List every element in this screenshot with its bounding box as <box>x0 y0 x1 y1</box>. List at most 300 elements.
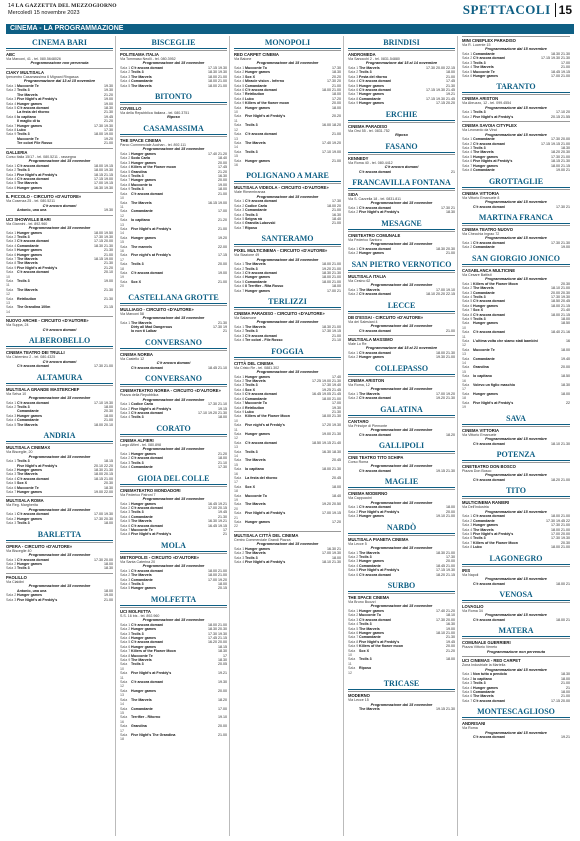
cinema-address: Via Bisceglie, 20 <box>6 450 33 455</box>
film-title: Comandante <box>17 418 39 423</box>
showtimes: 16.30 19.21 <box>208 519 227 524</box>
film-title: Hunger games <box>359 609 384 613</box>
screen-label: Sala 2 <box>462 141 473 146</box>
screen-label: Sala 1 <box>462 137 473 142</box>
showtimes: 17.30 19.30 <box>208 631 227 636</box>
cinema-name: CINEMA ARISTON <box>462 94 570 101</box>
showtime-row <box>234 467 341 476</box>
screen-label: Sala 1 <box>462 672 473 677</box>
film-title: Hunger games <box>473 391 498 396</box>
film-title: C'è ancora domani <box>473 330 506 335</box>
city-heading: ERCHIE <box>348 108 455 121</box>
screen-label: Sala 3 <box>120 510 131 515</box>
city-heading: TERLIZZI <box>234 295 341 308</box>
screen-label: Sala 16 <box>120 244 128 253</box>
showtimes: 18.45 19.15 <box>551 69 570 74</box>
film-title: C'è ancora domani <box>245 392 278 397</box>
showtimes: 19.00 <box>104 97 113 102</box>
cinema-block <box>348 122 455 138</box>
showtime-row <box>462 735 570 739</box>
showtime-row <box>6 490 113 494</box>
showtime-row <box>348 251 455 255</box>
showtimes: 18.00 21.15 <box>551 163 570 168</box>
showtimes: 20.10 <box>104 270 113 275</box>
screen-label: Sala 1 <box>348 287 359 292</box>
programming-note: Programmazione dal 15 novembre <box>485 667 547 672</box>
film-title: Hunger games <box>359 92 384 97</box>
screen-label: Sala 1 <box>348 66 359 70</box>
film-title: Grandina <box>131 169 147 174</box>
screen-label: Sala 2 <box>348 70 359 75</box>
screen-label: Sala 9 <box>234 409 245 414</box>
film-title: C'è ancora domani <box>131 271 164 275</box>
screen-label: Sala 5 <box>234 83 245 88</box>
screen-label: Sala 3 <box>120 460 131 465</box>
city-heading: MAGLIE <box>348 475 455 488</box>
showtime-row <box>120 680 227 689</box>
programming-note: Programmazione dal 15 novembre <box>142 397 205 402</box>
film-title: Il Terrifier - Rita Rosso <box>245 284 284 289</box>
screen-label: Sala 7 <box>348 92 359 97</box>
screen-label: Sala 4 <box>6 101 17 106</box>
showtimes: 19.30 <box>104 84 113 88</box>
screen-label: Sala 2 <box>234 70 245 75</box>
listing-column <box>462 36 572 836</box>
showtimes: 18.00 21.30 <box>322 467 341 472</box>
showtimes: 22.00 <box>218 244 227 249</box>
film-title: The Marvels <box>131 573 152 578</box>
cinema-block <box>6 148 113 190</box>
showtime-row <box>234 114 341 123</box>
screen-label: Sala 5 <box>462 531 473 536</box>
city-heading: MOLA <box>120 539 227 552</box>
film-title: C'è ancora domani <box>359 246 392 251</box>
showtimes: 18.15 21.00 <box>94 476 113 481</box>
showtimes: 17.30 19.15 <box>322 329 341 334</box>
film-title: Io capitano <box>131 218 150 223</box>
screen-label: Sala 4 <box>234 212 245 217</box>
showtime-row <box>462 339 570 348</box>
showtimes: 17.00 19.10 <box>436 287 455 292</box>
showtimes: 18.50 19.15 21.40 <box>312 440 341 445</box>
cinema-address: Via Marconi 58 <box>120 311 144 316</box>
film-title: The Marvels <box>473 527 494 532</box>
programming-note: Riposo <box>167 115 180 120</box>
programming-note: Programmazione dal 15 al 14 novembre <box>365 61 438 66</box>
cinema-address: Parco Commerciale Auchan - tel. 892.111 <box>120 143 186 148</box>
showtimes: 18.00 <box>561 391 570 396</box>
film-title: The Marvels <box>131 320 152 325</box>
showtimes: 18.20 21.00 <box>551 477 570 482</box>
showtimes: 17.30 <box>446 554 455 559</box>
showtimes: 16.30 <box>218 174 227 179</box>
screen-label: Sala 6 <box>462 694 473 699</box>
showtimes: 17.30 <box>104 128 113 133</box>
film-title: Comandante <box>473 137 495 142</box>
film-title: Trolls 3 <box>131 187 144 192</box>
screen-label: Sala 8 <box>348 639 359 644</box>
showtimes: 21.00 <box>104 141 113 146</box>
city-heading: GALLIPOLI <box>348 439 455 452</box>
film-title: C'è ancora domani <box>245 333 278 338</box>
showtimes: 18.30 <box>332 70 341 75</box>
showtimes: 18.20 20.30 <box>551 150 570 155</box>
film-title: Five Night's at Freddy's <box>131 406 172 411</box>
film-title: C'è ancora domani <box>473 514 506 519</box>
film-title: C'è ancora domani <box>359 206 392 211</box>
film-title: Trolls 3 <box>17 405 30 410</box>
screen-label: Sala 11 <box>462 330 470 339</box>
showtimes: 19.10 21.00 <box>436 514 455 519</box>
showtimes: 21.00 <box>104 597 113 602</box>
showtimes: 18.15 19.00 <box>94 256 113 261</box>
screen-label: Sala 5 <box>234 216 245 221</box>
screen-label: Sala 14 <box>462 356 470 366</box>
cinema-name: POLITEAMA ITALIA <box>120 50 227 57</box>
film-title: C'è ancora domani <box>473 735 506 740</box>
screen-label: Sala 5 <box>120 519 131 524</box>
film-title: Sodo Carla <box>131 156 150 161</box>
screen-label: Sala 2 <box>6 467 17 472</box>
showtimes: 18.20 <box>446 432 455 437</box>
showtimes: 20.30 <box>561 540 570 545</box>
film-title: The Marvels <box>245 262 266 267</box>
screen-label: Sala 3 <box>120 631 131 636</box>
showtimes: 21.00 <box>446 328 455 333</box>
screen-label: Sala 14 <box>120 697 128 707</box>
programming-note: Riposo <box>395 133 408 138</box>
showtime-row <box>462 321 570 330</box>
screen-label: Sala 4 <box>234 338 245 343</box>
showtimes: 19.00 <box>218 271 227 275</box>
showtimes: 21.20 <box>218 218 227 223</box>
cinema-address: Via Dell'Industria <box>462 505 489 510</box>
city-heading: TRICASE <box>348 677 455 690</box>
film-title: The Marvels <box>359 550 380 555</box>
showtimes: 21.30 <box>332 409 341 414</box>
film-title: Trolls 3 <box>131 262 144 267</box>
city-heading: COLLEPASSO <box>348 362 455 375</box>
cinema-block <box>462 638 570 654</box>
cinema-name: MULTISALA CINEMAX <box>6 443 113 450</box>
film-title: C'è ancora domani <box>359 572 392 577</box>
programming-note: Programmazione dal 15 novembre <box>142 316 205 321</box>
showtimes: 16.20 20.00 <box>208 640 227 645</box>
film-title: Trolls 3 <box>131 581 144 586</box>
film-title: Trolls 3 <box>17 459 30 464</box>
film-title: Trolls 3 <box>473 110 486 115</box>
film-title: C'è ancora domani <box>473 581 506 586</box>
showtimes: 18.00 <box>561 690 570 694</box>
showtime-row <box>120 209 227 218</box>
film-title: Trolls 3 <box>131 415 144 420</box>
screen-label: Sala 16 <box>120 715 128 724</box>
screen-label: Sala 14 <box>234 449 242 458</box>
showtimes: 19.00 <box>104 101 113 106</box>
film-title: Lubo <box>17 128 26 133</box>
screen-label: Sala 18 <box>120 732 128 742</box>
cinema-name: MULTISALA MASSIMO <box>348 335 455 342</box>
cinema-block <box>462 498 570 549</box>
showtimes: 18.00 <box>446 505 455 510</box>
film-title: Hunger games <box>245 158 270 163</box>
cinema-block <box>462 36 570 78</box>
film-title: Trolls 3 <box>245 329 258 334</box>
screen-label: Sala 2 <box>462 245 473 250</box>
cinema-address: Via Sanocchi 2 - tel. 0831.54880 <box>348 57 400 61</box>
programming-note: Programmazione dal 15 novembre <box>370 545 433 550</box>
screen-label: Sala 12 <box>234 123 242 132</box>
city-heading: CONVERSANO <box>120 372 227 385</box>
film-title: Trolls 3 <box>245 449 258 454</box>
cinema-name: MULLIAGO - CIRCUITO «D'AUTORE» <box>120 305 227 312</box>
film-title: Killers of the Flower moon <box>131 165 177 170</box>
film-title: Miracle vision - Inferno <box>245 79 285 84</box>
film-title: Trolls 3 <box>131 662 144 667</box>
showtimes: 17.30 21 <box>556 204 570 209</box>
showtimes: 21.20 <box>218 451 227 456</box>
film-title: C'è ancora domani <box>473 56 506 61</box>
showtimes: 21.30 <box>104 110 113 115</box>
screen-label: Sala 3 <box>462 523 473 528</box>
showtimes: 17.15 20.00 <box>94 239 113 244</box>
showtimes: 18.00 21.15 <box>551 303 570 308</box>
screen-label: Sala 2 <box>348 355 359 360</box>
film-title: Hunger games <box>245 520 270 525</box>
screen-label: Sala 7 <box>120 178 131 183</box>
film-title: The marvels <box>131 244 152 249</box>
screen-label: Sala 4 <box>462 65 473 70</box>
showtimes: 21.00 <box>218 191 227 196</box>
showtimes: 21.00 <box>104 252 113 257</box>
film-title: Hunger games <box>131 501 156 506</box>
screen-label: Sala 19 <box>234 493 242 503</box>
screen-label: Sala 3 <box>6 521 17 526</box>
city-heading: FOGGIA <box>234 345 341 358</box>
film-title: C'è ancora domani <box>245 88 278 93</box>
cinema-address: Via della Repubblica Italiana - tel. 080.3751 <box>120 111 190 116</box>
screen-label: Sala 1 <box>120 622 131 627</box>
screen-label: Sala 1 <box>6 512 17 517</box>
film-title: C'è ancora domani <box>131 456 164 461</box>
film-title: Hunger games <box>473 321 498 326</box>
screen-label: Sala 8 <box>120 653 131 658</box>
screen-label: Sala 7 <box>120 527 131 532</box>
screen-label <box>120 329 131 333</box>
showtimes: 17.00 19.15 <box>94 181 113 186</box>
showtimes: 21.00 <box>218 732 227 737</box>
showtimes: 17.00 19.30 <box>94 512 113 517</box>
screen-label: Sala 2 <box>348 396 359 401</box>
cinema-name: OPERA - CIRCUITO «D'AUTORE» <box>6 542 113 549</box>
screen-label: Sala 9 <box>120 658 131 663</box>
film-title: Antonio, una una <box>17 588 47 593</box>
showtimes: 18.40 21.16 <box>551 330 570 335</box>
showtime-row <box>120 707 227 716</box>
cinema-block <box>6 348 113 368</box>
screen-label: Sala 8 <box>462 545 473 550</box>
film-title: Comandante <box>131 465 153 470</box>
film-title: C'è ancora domani <box>359 292 392 297</box>
screen-label: Sala 7 <box>462 540 473 545</box>
showtime-row <box>120 245 227 254</box>
cinema-address: Viale Rimembranza <box>234 190 266 195</box>
film-title: Hunger games <box>131 636 156 640</box>
page-number: 15 <box>555 3 572 17</box>
showtimes: 17.15 19.00 <box>94 176 113 181</box>
cinema-block <box>120 607 227 742</box>
showtimes: 18.00 21 <box>556 617 570 622</box>
city-heading: SAN GIORGIO JONICO <box>462 252 570 265</box>
showtimes: 19.21 <box>218 671 227 676</box>
showtime-row <box>234 141 341 150</box>
screen-label: Sala 6 <box>462 74 473 79</box>
city-heading: ALBEROBELLO <box>6 334 113 347</box>
film-title: Mucconte Te <box>131 653 153 658</box>
screen-label: Sala 2 <box>462 56 473 61</box>
showtimes: 19.10 <box>218 715 227 720</box>
cinema-block <box>462 121 570 172</box>
screen-label: Sala 7 <box>120 649 131 654</box>
showtimes: 19.20 <box>104 136 113 141</box>
screen-label: Sala 2 <box>348 292 359 297</box>
film-title: Seigna nà <box>245 216 262 221</box>
film-title: Five Night's at Freddy's <box>245 511 286 516</box>
showtime-row <box>6 598 113 602</box>
film-title: Lubo <box>245 96 254 101</box>
film-title: Tre colori - File Rosso <box>245 338 283 343</box>
showtime-row <box>120 532 227 536</box>
film-title: C'è ancora domani <box>17 512 50 517</box>
showtimes: 17.00 <box>218 209 227 214</box>
showtimes: 18.00 20.15 <box>94 472 113 477</box>
cinema-address: Viale Lo Re <box>348 341 367 346</box>
showtimes: 17.15 19.30 <box>208 66 227 70</box>
film-title: Comandante <box>245 279 267 284</box>
screen-label: Sala 7 <box>6 256 17 261</box>
cinema-name: GALLERIA <box>6 148 113 155</box>
showtime-row <box>234 476 341 485</box>
film-title: Five Night's at Freddy's <box>245 560 286 565</box>
showtime-row <box>462 74 570 78</box>
showtimes: 17.30 19 <box>213 325 227 330</box>
screen-label: Sala 17 <box>234 476 242 485</box>
film-title: C'è ancora domani <box>359 505 392 510</box>
screen-label: Sala 3 <box>234 555 245 560</box>
showtime-row <box>462 392 570 401</box>
cinema-block <box>120 553 227 591</box>
programming-note: Programmazione dal 15 novembre <box>28 454 91 459</box>
screen-label: Sala 2 <box>120 406 131 411</box>
screen-label: Sala 4 <box>348 622 359 627</box>
showtimes: 17.30 19.30 <box>551 536 570 541</box>
screen-label <box>120 366 131 370</box>
film-title: Hunger games <box>359 514 384 519</box>
showtime-row <box>462 348 570 357</box>
film-title: Five Night's at Freddy's <box>473 400 514 405</box>
showtimes: 21.00 <box>332 158 341 163</box>
showtimes: 17.30 20.00 <box>94 557 113 562</box>
film-title: C'è ancora domani <box>359 396 392 401</box>
showtimes: 18.30 <box>104 485 113 490</box>
screen-label: Sala 3 <box>462 146 473 151</box>
masthead-left <box>8 3 117 16</box>
film-title: Killers of the Flower Moon <box>473 540 518 545</box>
screen-label: Sala 17 <box>462 383 470 392</box>
cinema-block <box>348 417 455 437</box>
screen-label: Sala 4 <box>234 79 245 84</box>
screen-label <box>462 205 473 209</box>
showtimes: 19.30 <box>218 680 227 685</box>
film-title: Killers of the Flower Moon <box>131 649 176 654</box>
programming-note: Programmazione dal 15 novembre <box>485 236 547 241</box>
showtimes: 17.00 21.00 <box>551 74 570 79</box>
screen-label: Sala 3 <box>6 566 17 571</box>
paper-name: LA GAZZETTA DEL MEZZOGIORNO <box>15 3 117 9</box>
film-title: Sox X <box>359 648 369 653</box>
showtime-row <box>120 689 227 698</box>
programming-note: Programmazione dal 15 novembre <box>370 427 433 432</box>
showtimes: 17.30 19.30 <box>94 123 113 128</box>
screen-label: Sala 4 <box>234 387 245 392</box>
showtimes: 17.30 20 <box>327 79 341 84</box>
showtime-row <box>234 441 341 450</box>
screen-label: Sala 7 <box>234 401 245 406</box>
showtimes: 18.30 20.30 <box>208 627 227 632</box>
showtimes: 16.00 18.20 <box>322 123 341 128</box>
showtimes: 17 <box>223 527 227 532</box>
cinema-address: Via Salamone <box>234 316 257 321</box>
programming-note: Programmazione dal 15 novembre <box>485 509 547 514</box>
showtimes: 17.30 20.00 <box>551 137 570 142</box>
film-title: Hunger games <box>131 644 156 649</box>
city-heading: SURBO <box>348 579 455 592</box>
cinema-name: CINETEATRO DON BOSCO <box>462 462 570 469</box>
programming-note: Programmazione dal 15 novembre <box>485 277 547 282</box>
screen-label: Sala 16 <box>462 374 470 383</box>
showtimes: 18.00 21.00 <box>551 514 570 519</box>
cinema-address: Via Santa Caterina 20 <box>120 559 156 564</box>
showtimes: 17.15 19.15 21.00 <box>541 141 570 146</box>
screen-label: Sala 11 <box>120 200 128 209</box>
showtime-row <box>120 586 227 590</box>
screen-label: Sala 12 <box>6 287 14 297</box>
masthead-right <box>463 2 572 18</box>
cinema-address: Via Roma 40 - tel. 080.4412 <box>348 160 393 165</box>
film-title: The Marvels <box>473 286 494 291</box>
screen-label: Sala 2 <box>6 234 17 239</box>
film-title: Trolls 3 <box>473 60 486 65</box>
programming-note: Programmazione dal 15 novembre <box>485 473 547 478</box>
film-title: C'è ancora domani <box>359 169 392 174</box>
film-title: C'è ancora domani <box>131 505 164 510</box>
cinema-block <box>348 593 455 675</box>
showtimes: 17.30 19.30 <box>551 294 570 299</box>
showtime-row <box>120 201 227 210</box>
film-title: La festa del ritorno <box>17 110 50 115</box>
film-title: The Marvels <box>245 140 266 145</box>
film-title: Five Night's at Freddy's <box>17 265 58 270</box>
screen-label: Sala 2 <box>234 203 245 208</box>
film-title: Trolls 3 <box>359 657 372 662</box>
film-title: The Marvels <box>245 379 266 384</box>
showtime-row <box>120 280 227 289</box>
cinema-address: Via Lecce 15 <box>348 698 369 703</box>
screen-label: Sala 11 <box>234 114 242 123</box>
showtime-row <box>234 123 341 132</box>
showtimes: 18.00 21.00 <box>208 622 227 627</box>
showtime-row <box>462 168 570 172</box>
